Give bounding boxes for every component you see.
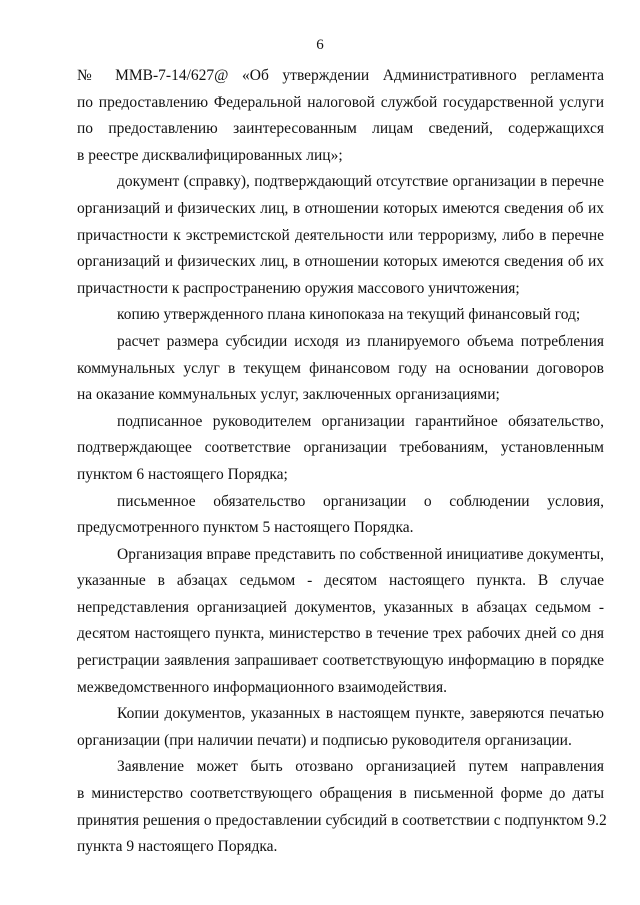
paragraph xyxy=(77,489,604,542)
paragraph-line: подписанное руководителем организации гарантийное обязательство, xyxy=(117,412,604,430)
paragraph-line: коммунальных услуг в текущем финансовом году на основании договоров xyxy=(77,359,604,377)
page-number: 6 xyxy=(316,37,324,53)
paragraph-line: организаций и физических лиц, в отношении которых имеются сведения об их xyxy=(77,253,604,271)
paragraph-line: по предоставлению Федеральной налоговой службой государственной услуги xyxy=(77,93,604,111)
paragraph xyxy=(77,169,604,302)
paragraph xyxy=(77,701,604,754)
paragraph-line: причастности к распространению оружия массового уничтожения; xyxy=(77,279,520,297)
paragraph-line: пунктом 6 настоящего Порядка; xyxy=(77,465,288,483)
paragraph-line: межведомственного информационного взаимодействия. xyxy=(77,678,447,696)
paragraph-line: организации (при наличии печати) и подписью руководителя организации. xyxy=(77,731,572,749)
paragraph xyxy=(77,329,604,409)
paragraph-line: № ММВ-7-14/627@ «Об утверждении Административного регламента xyxy=(77,67,604,84)
paragraph-line: предусмотренного пунктом 5 настоящего Порядка. xyxy=(77,519,414,537)
document-body xyxy=(77,63,607,861)
paragraph-line: десятом настоящего пункта, министерство в течение трех рабочих дней со дня xyxy=(77,625,604,643)
paragraph-line: Организация вправе представить по собственной инициативе документы, xyxy=(117,545,604,563)
paragraph-line: причастности к экстремистской деятельности или терроризму, либо в перечне xyxy=(77,226,604,244)
paragraph-line: на оказание коммунальных услуг, заключенных организациями; xyxy=(77,386,500,404)
paragraph-line: в министерство соответствующего обращения в письменной форме до даты xyxy=(77,785,604,803)
paragraph xyxy=(77,542,604,702)
paragraph xyxy=(77,63,604,169)
paragraph-line: Заявление может быть отозвано организацией путем направления xyxy=(117,758,604,776)
paragraph-line: указанные в абзацах седьмом - десятом настоящего пункта. В случае xyxy=(77,572,604,590)
paragraph xyxy=(77,302,604,329)
paragraph-line: принятия решения о предоставлении субсидий в соответствии с подпунктом 9.2 xyxy=(77,811,607,829)
paragraph-line: документ (справку), подтверждающий отсутствие организации в перечне xyxy=(117,173,604,191)
paragraph-line: по предоставлению заинтересованным лицам сведений, содержащихся xyxy=(77,120,604,138)
paragraph-line: в реестре дисквалифицированных лиц»; xyxy=(77,146,343,164)
paragraph xyxy=(77,754,607,860)
paragraph-line: непредставления организацией документов, указанных в абзацах седьмом - xyxy=(77,598,604,616)
paragraph-line: регистрации заявления запрашивает соответствующую информацию в порядке xyxy=(77,652,604,670)
paragraph-line: Копии документов, указанных в настоящем пункте, заверяются печатью xyxy=(117,705,604,723)
paragraph-line: организаций и физических лиц, в отношении которых имеются сведения об их xyxy=(77,199,604,217)
paragraph-line: копию утвержденного плана кинопоказа на текущий финансовый год; xyxy=(117,306,581,324)
paragraph xyxy=(77,409,604,489)
paragraph-line: подтверждающее соответствие организации требованиям, установленным xyxy=(77,439,604,457)
paragraph-line: расчет размера субсидии исходя из планируемого объема потребления xyxy=(117,332,604,350)
paragraph-line: пункта 9 настоящего Порядка. xyxy=(77,838,278,856)
paragraph-line: письменное обязательство организации о соблюдении условия, xyxy=(117,492,604,510)
